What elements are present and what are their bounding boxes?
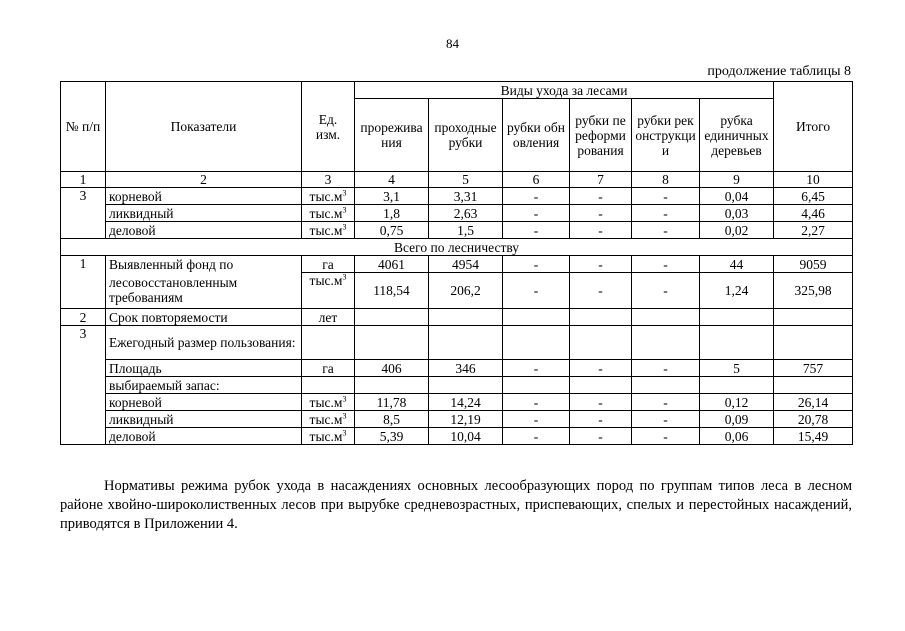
row-unit: $тыс.м^3$ (302, 222, 355, 239)
cell: 118,54 (355, 273, 429, 309)
cell (355, 309, 429, 326)
header-col-6: рубки обновления (503, 99, 570, 172)
row-label: выбираемый запас: (106, 377, 302, 394)
cell: - (632, 360, 700, 377)
row-label: деловой (106, 222, 302, 239)
cell: 3,31 (429, 188, 503, 205)
cell: 0,03 (700, 205, 774, 222)
cell: - (570, 394, 632, 411)
row-label: корневой (106, 188, 302, 205)
cell (355, 326, 429, 360)
cell: 44 (700, 256, 774, 273)
cell (700, 377, 774, 394)
cell (632, 326, 700, 360)
cell: - (570, 256, 632, 273)
row-label: Ежегодный размер пользования: (106, 326, 302, 360)
column-number: 9 (700, 172, 774, 188)
table-row (61, 273, 853, 309)
table-row (61, 360, 853, 377)
cell: - (632, 222, 700, 239)
cell (355, 377, 429, 394)
table-row (61, 309, 853, 326)
cell: - (570, 205, 632, 222)
header-col-5: проходные рубки (429, 99, 503, 172)
cell (570, 309, 632, 326)
cell (774, 377, 853, 394)
row-label: корневой (106, 394, 302, 411)
column-number: 6 (503, 172, 570, 188)
row-unit: $тыс.м^3$ (302, 411, 355, 428)
cell: 6,45 (774, 188, 853, 205)
header-total: Итого (774, 82, 853, 172)
cell: - (503, 394, 570, 411)
row-unit: $тыс.м^3$ (302, 394, 355, 411)
column-number: 2 (106, 172, 302, 188)
cell (700, 309, 774, 326)
cell (503, 309, 570, 326)
cell: - (503, 273, 570, 309)
cell (774, 326, 853, 360)
cell: 26,14 (774, 394, 853, 411)
cell: 757 (774, 360, 853, 377)
table-row (61, 256, 853, 273)
cell: 11,78 (355, 394, 429, 411)
table-row (61, 326, 853, 360)
row-num: 3 (61, 188, 106, 239)
cell: - (503, 222, 570, 239)
cell (570, 377, 632, 394)
cell: - (632, 428, 700, 445)
cell: - (503, 360, 570, 377)
row-label: Срок повторяемости (106, 309, 302, 326)
column-number: 3 (302, 172, 355, 188)
cell (570, 326, 632, 360)
cell (632, 377, 700, 394)
row-num: 2 (61, 309, 106, 326)
section-row (61, 239, 853, 256)
header-col-7: рубки переформирования (570, 99, 632, 172)
row-unit: лет (302, 309, 355, 326)
forest-care-table (60, 81, 853, 445)
column-number: 10 (774, 172, 853, 188)
header-col-4: прореживания (355, 99, 429, 172)
cell (503, 326, 570, 360)
footnote-paragraph: Нормативы режима рубок ухода в насаждениях основных лесообразующих пород по группам типов леса в лесном районе хвойно-широколиственных лесов при вырубке средневозрастных, приспевающих, спелых и перестойных насаждений, приводятся в Приложении 4. (60, 478, 852, 532)
row-label: лесовосстановленным требованиям (106, 273, 302, 309)
cell: 0,04 (700, 188, 774, 205)
row-num: 3 (61, 326, 106, 445)
cell: 325,98 (774, 273, 853, 309)
cell: - (632, 188, 700, 205)
cell: - (632, 256, 700, 273)
cell: 5,39 (355, 428, 429, 445)
row-label: Площадь (106, 360, 302, 377)
header-unit: Ед. изм. (302, 82, 355, 172)
cell: - (570, 360, 632, 377)
cell: 0,12 (700, 394, 774, 411)
cell: 1,24 (700, 273, 774, 309)
cell: - (503, 256, 570, 273)
cell: 406 (355, 360, 429, 377)
column-number: 5 (429, 172, 503, 188)
table-row (61, 411, 853, 428)
cell: 346 (429, 360, 503, 377)
header-col-9: рубка единичных деревьев (700, 99, 774, 172)
table-row (61, 222, 853, 239)
table-row (61, 205, 853, 222)
column-numbers-row (61, 172, 853, 188)
cell: 0,02 (700, 222, 774, 239)
row-label: ликвидный (106, 205, 302, 222)
header-care-types: Виды ухода за лесами (355, 82, 774, 99)
cell: - (503, 205, 570, 222)
row-unit: га (302, 360, 355, 377)
row-label: ликвидный (106, 411, 302, 428)
cell: - (632, 205, 700, 222)
table-row (61, 188, 853, 205)
cell: 0,06 (700, 428, 774, 445)
row-unit: $тыс.м^3$ (302, 188, 355, 205)
row-label: Выявленный фонд по (106, 256, 302, 273)
cell: - (632, 411, 700, 428)
cell: 2,63 (429, 205, 503, 222)
row-unit (302, 326, 355, 360)
row-num: 1 (61, 256, 106, 309)
row-label: деловой (106, 428, 302, 445)
cell: 2,27 (774, 222, 853, 239)
row-unit: $тыс.м^3$ (302, 205, 355, 222)
cell: 4,46 (774, 205, 853, 222)
cell: 4061 (355, 256, 429, 273)
column-number: 8 (632, 172, 700, 188)
table-row (61, 428, 853, 445)
cell: 12,19 (429, 411, 503, 428)
cell: 5 (700, 360, 774, 377)
cell: 206,2 (429, 273, 503, 309)
header-num: № п/п (61, 82, 106, 172)
row-unit (302, 377, 355, 394)
cell: - (632, 394, 700, 411)
cell: - (570, 273, 632, 309)
table-row (61, 394, 853, 411)
cell: - (570, 188, 632, 205)
cell: 0,09 (700, 411, 774, 428)
cell: 8,5 (355, 411, 429, 428)
cell: 20,78 (774, 411, 853, 428)
header-row-1 (61, 82, 853, 99)
cell: 15,49 (774, 428, 853, 445)
cell: 0,75 (355, 222, 429, 239)
table-continuation-label: продолжение таблицы 8 (707, 64, 851, 79)
cell (774, 309, 853, 326)
page-number: 84 (446, 36, 459, 51)
column-number: 1 (61, 172, 106, 188)
cell (700, 326, 774, 360)
section-title: Всего по лесничеству (61, 239, 853, 256)
cell (429, 326, 503, 360)
cell: - (570, 222, 632, 239)
header-indicators: Показатели (106, 82, 302, 172)
cell: - (570, 411, 632, 428)
cell: - (503, 428, 570, 445)
cell: - (632, 273, 700, 309)
cell: 9059 (774, 256, 853, 273)
cell: 1,5 (429, 222, 503, 239)
column-number: 7 (570, 172, 632, 188)
cell (429, 309, 503, 326)
column-number: 4 (355, 172, 429, 188)
cell (429, 377, 503, 394)
cell (632, 309, 700, 326)
row-unit: $тыс.м^3$ (302, 428, 355, 445)
cell: - (503, 188, 570, 205)
cell: 14,24 (429, 394, 503, 411)
cell: - (570, 428, 632, 445)
table-row (61, 377, 853, 394)
cell: - (503, 411, 570, 428)
row-unit: га (302, 256, 355, 273)
cell: 1,8 (355, 205, 429, 222)
row-unit: $тыс.м^3$ (302, 273, 355, 309)
cell (503, 377, 570, 394)
cell: 10,04 (429, 428, 503, 445)
cell: 4954 (429, 256, 503, 273)
header-col-8: рубки реконструкции (632, 99, 700, 172)
cell: 3,1 (355, 188, 429, 205)
